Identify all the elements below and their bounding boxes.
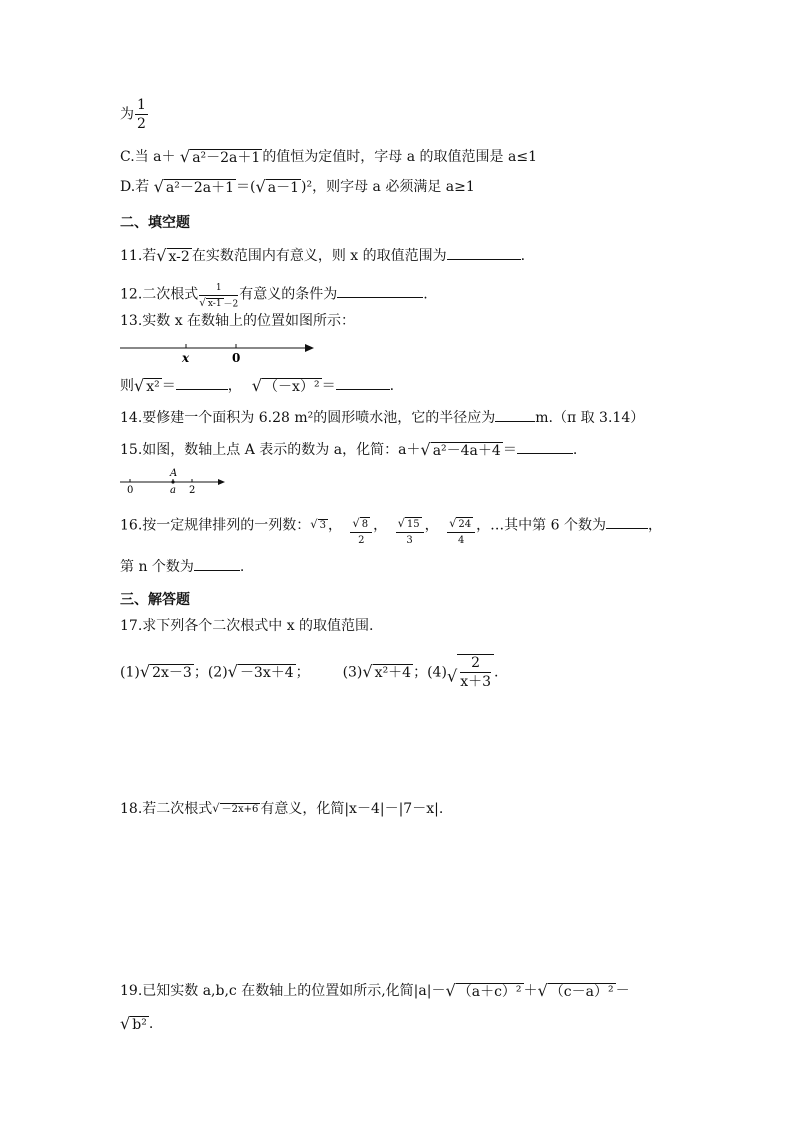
arrow-head-icon [305,344,314,352]
sqrt-radical: √ a－1 [255,177,300,196]
label-0: 0 [232,351,241,365]
answer-blank[interactable] [606,516,648,529]
sqrt-radical: √ （－x）² [251,375,320,395]
answer-blank[interactable] [176,377,228,390]
sqrt-radical: √ a²－4a＋4 [420,439,501,459]
sqrt-radical: √ $\frac{2}{x+3}$ [447,654,494,691]
question-12: 12.二次根式 $\frac{1}{√ x-1 -2}$ 有意义的条件为 . [120,283,428,310]
sqrt-radical: √ （c－a）² [537,981,614,1000]
question-17: 17.求下列各个二次根式中 x 的取值范围. [120,618,374,634]
question-19: 19.已知实数 a,b,c 在数轴上的位置如所示,化简|a|－√ （a＋c）² ＋√ （c－a）² － [120,981,630,1000]
sqrt-radical: √ b² [120,1014,147,1033]
fraction: $\frac{√ 24}{4}$ [447,516,475,546]
option-c: C.当 a＋ √ a²－2a＋1 的值恒为定值时，字母 a 的取值范围是 a≤1 [120,147,537,166]
question-13-answers: 则√ x² ＝ ， √ （－x）² ＝ . [120,375,395,395]
fraction: $\frac{√ 8}{2}$ [350,516,372,546]
answer-blank[interactable] [336,377,390,390]
answer-blank[interactable] [517,441,573,454]
question-16: 16.按一定规律排列的一列数：√ 3 ， $\frac{√ 8}{2}$ ， $\frac{√ 15}{3}$ ， $\frac{√ 24}{4}$ ，…其中第 6 个数为 ， [120,515,662,547]
answer-blank[interactable] [337,285,423,298]
number-line-q13 [118,339,320,365]
fraction-half: $\frac{1}{2}$ [137,97,146,133]
question-19-line2: √ b² . [120,1014,154,1033]
label-x: x [182,351,190,365]
question-14: 14.要修建一个面积为 6.28 m²的圆形喷水池，它的半径应为 m.（π 取 3.14） [120,410,645,426]
question-16-line2: 第 n 个数为 . [120,559,245,575]
question-11: 11.若√ x-2 在实数范围内有意义，则 x 的取值范围为 . [120,245,526,265]
sqrt-radical: √ a²－2a＋1 [153,177,235,196]
answer-blank[interactable] [194,558,240,571]
sqrt-radical: √ x² [134,375,160,395]
section-heading-fill-blank: 二、填空题 [120,215,190,231]
sqrt-radical: √ a²－2a＋1 [179,147,261,166]
answer-blank[interactable] [495,409,535,422]
number-line-q15 [118,464,228,496]
fraction: $\frac{√ 15}{3}$ [396,516,424,546]
label-a: a [170,485,176,496]
fraction: $\frac{1}{√ x-1 -2}$ [199,283,239,310]
question-15: 15.如图，数轴上点 A 表示的数为 a，化简：a＋√ a²－4a＋4 ＝ . [120,439,578,459]
question-13: 13.实数 x 在数轴上的位置如图所示： [120,313,356,329]
line-top: 为 $\frac{1}{2}$ [120,97,146,133]
sqrt-radical: √ 2x－3 [139,662,192,682]
sqrt-radical: √ －3x＋4 [227,662,294,682]
label-0: 0 [127,485,134,496]
option-d: D.若 √ a²－2a＋1 ＝(√ a－1 )²，则字母 a 必须满足 a≥1 [120,177,475,196]
question-18: 18.若二次根式√ －2x+6 有意义，化简|x－4|－|7－x|. [120,801,444,817]
sqrt-radical: √ －2x+6 [212,801,259,815]
label-A: A [170,468,178,479]
section-heading-answer: 三、解答题 [120,592,190,608]
point-a [171,480,174,483]
label-2: 2 [189,485,196,496]
question-17-parts: (1)√ 2x－3 ；(2)√ －3x＋4 ； (3)√ x²＋4 ；(4)√ $\frac{2}{x+3}$ . [120,655,499,691]
sqrt-radical: √ x-2 [156,245,190,265]
sqrt-radical: √ x²＋4 [362,662,412,682]
sqrt-radical: √ 3 [310,517,326,532]
sqrt-radical: √ （a＋c）² [445,981,522,1000]
answer-blank[interactable] [447,247,521,260]
arrow-head-icon [218,479,225,485]
